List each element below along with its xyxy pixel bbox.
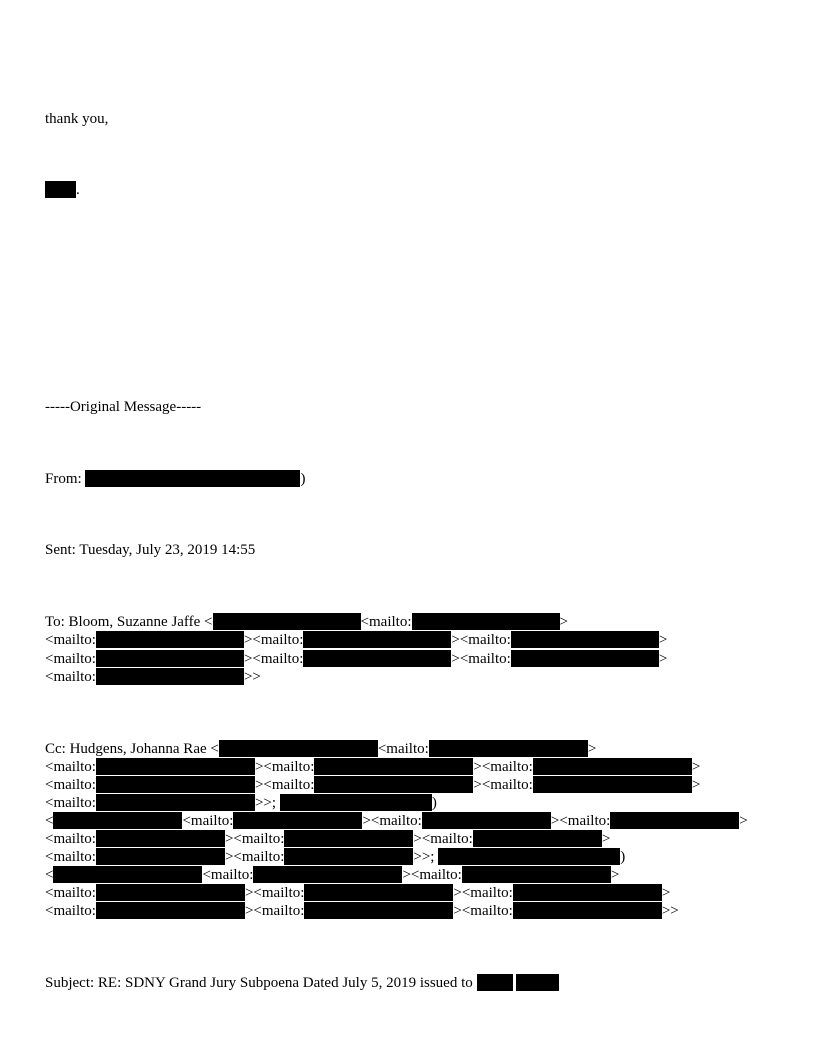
redaction-block (314, 776, 473, 793)
cc-line: <mailto: ><mailto: ><mailto: > (45, 777, 701, 793)
redaction-block (96, 668, 244, 685)
redaction-block (85, 470, 300, 487)
from-line: From: ) (45, 471, 306, 487)
redaction-block (314, 758, 473, 775)
redaction-block (233, 812, 362, 829)
redaction-block (304, 902, 453, 919)
redaction-block (516, 974, 559, 991)
redaction-block (422, 812, 551, 829)
subject-line: Subject: RE: SDNY Grand Jury Subpoena Dated July 5, 2019 issued to (45, 974, 559, 992)
redaction-block (412, 613, 560, 630)
sent-line: Sent: Tuesday, July 23, 2019 14:55 (45, 542, 256, 558)
redaction-block (511, 650, 659, 667)
redaction-block (533, 758, 692, 775)
original-message-separator: -----Original Message----- (45, 399, 202, 415)
redaction-block (45, 181, 76, 198)
redaction-block (96, 902, 245, 919)
redaction-block (96, 848, 225, 865)
redaction-block (533, 776, 692, 793)
redaction-block (284, 848, 413, 865)
redaction-block (303, 650, 451, 667)
redaction-block (96, 650, 244, 667)
cc-line: <mailto: ><mailto: ><mailto: > (45, 831, 611, 847)
cc-line: < <mailto: ><mailto: > (45, 867, 620, 883)
redaction-block (438, 848, 620, 865)
to-line: <mailto: ><mailto: ><mailto: > (45, 632, 668, 648)
cc-line: <mailto: ><mailto: ><mailto: >> (45, 903, 679, 919)
redaction-block (96, 758, 255, 775)
greeting-line: thank you, (45, 111, 109, 127)
redaction-block (462, 866, 611, 883)
redaction-block (96, 794, 255, 811)
redaction-block (96, 631, 244, 648)
redaction-block (253, 866, 402, 883)
redaction-block (280, 794, 432, 811)
redaction-block (96, 884, 245, 901)
cc-line: <mailto: ><mailto: ><mailto: > (45, 885, 671, 901)
to-line: <mailto: ><mailto: ><mailto: > (45, 651, 668, 667)
redaction-block (477, 974, 513, 991)
redaction-block (610, 812, 739, 829)
cc-line: <mailto: ><mailto: ><mailto: > (45, 759, 701, 775)
redaction-block (96, 830, 225, 847)
cc-line: Cc: Hudgens, Johanna Rae < <mailto: > (45, 741, 597, 757)
redaction-block (429, 740, 588, 757)
redaction-block (213, 613, 361, 630)
cc-line: < <mailto: ><mailto: ><mailto: > (45, 813, 748, 829)
redaction-block (96, 776, 255, 793)
to-line: To: Bloom, Suzanne Jaffe < <mailto: > (45, 614, 568, 630)
redaction-block (513, 902, 662, 919)
redaction-block (511, 631, 659, 648)
to-line: <mailto: >> (45, 669, 261, 685)
cc-line: <mailto: >>; ) (45, 795, 437, 811)
signature-line: . (45, 181, 80, 199)
redaction-block (219, 740, 378, 757)
redaction-block (473, 830, 602, 847)
redaction-block (53, 866, 202, 883)
redaction-block (513, 884, 662, 901)
redaction-block (53, 812, 182, 829)
redaction-block (304, 884, 453, 901)
cc-line: <mailto: ><mailto: >>; ) (45, 849, 626, 865)
redaction-block (303, 631, 451, 648)
redaction-block (284, 830, 413, 847)
